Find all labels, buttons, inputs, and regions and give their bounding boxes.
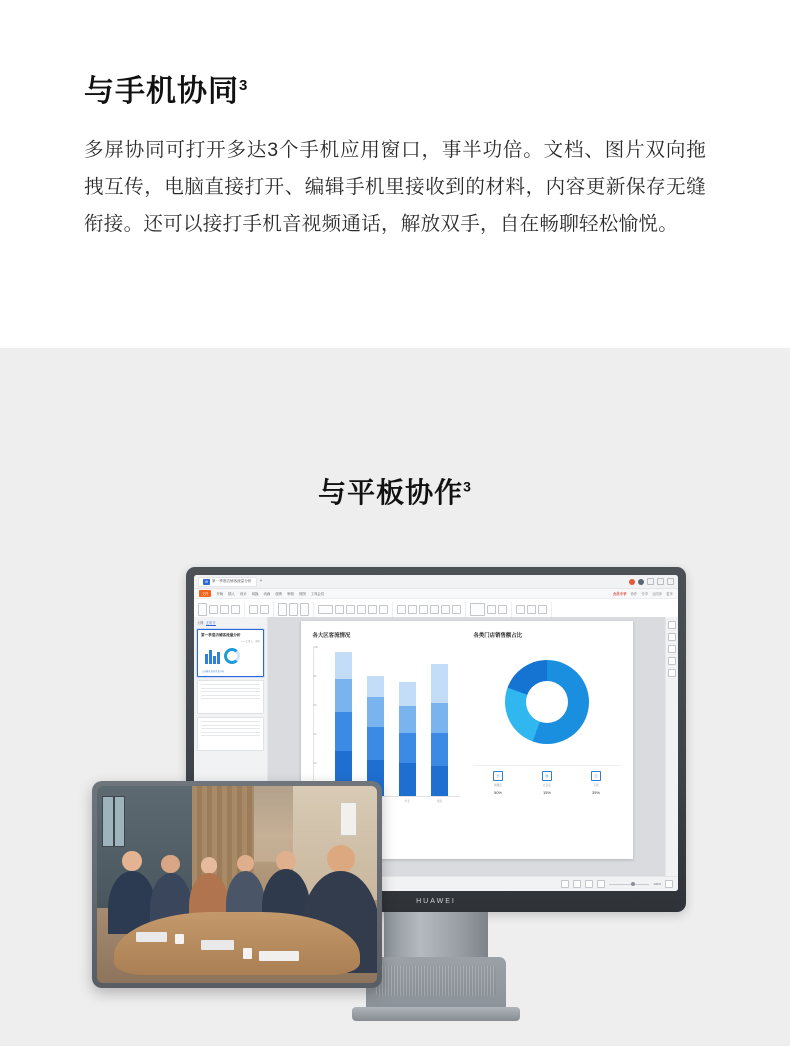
page-body-text: 多屏协同可打开多达3个手机应用窗口，事半功倍。文档、图片双向拖拽互传，电脑直接打开、编辑手机里接收到的材料，内容更新保存无缝衔接。还可以接打手机音视频通话，解放双手，自在畅聊轻松愉悦。 [84, 138, 706, 235]
menu-item-1[interactable]: 开始 [216, 592, 224, 596]
slide-thumbnail-title: 第一季度店铺客流量分析 [201, 633, 241, 637]
menu-item-9[interactable]: 工具会员 [310, 592, 325, 596]
bar-chart [313, 647, 460, 797]
reading-view-icon[interactable] [585, 880, 593, 888]
minimize-icon[interactable] [647, 578, 654, 585]
template-icon[interactable] [668, 669, 676, 677]
donut-ring [505, 660, 589, 744]
placeholder-lines [201, 684, 260, 699]
fit-to-window-icon[interactable] [665, 880, 673, 888]
window-controls [629, 578, 674, 585]
align-right-icon[interactable] [441, 605, 450, 614]
photo-whiteboard [340, 802, 357, 836]
legend-label-0: 旗舰店 [494, 784, 502, 787]
slideshow-icon[interactable] [597, 880, 605, 888]
y-tick-4: 20 [313, 762, 317, 765]
membership-label[interactable]: 会员专享 [612, 592, 627, 596]
photo-person-head-3 [201, 857, 218, 874]
y-tick-2: 60 [313, 704, 317, 707]
photo-person-head-1 [122, 851, 142, 871]
legend-item-2 [591, 771, 601, 795]
design-ideas-icon[interactable] [668, 621, 676, 629]
shape-fill-icon[interactable] [487, 605, 496, 614]
layout-icon[interactable] [289, 603, 298, 616]
shape-gallery[interactable] [470, 603, 485, 616]
menu-right-group [613, 591, 673, 596]
replace-icon[interactable] [527, 605, 536, 614]
bullet-list-icon[interactable] [397, 605, 406, 614]
slide-thumbnail-1[interactable] [197, 629, 264, 677]
tablet [92, 781, 382, 988]
bar-category-2: 华北 [404, 800, 410, 803]
new-tab-icon[interactable]: + [259, 578, 263, 584]
legend-value-2: 35% [591, 790, 600, 795]
monitor-foot [352, 1007, 520, 1021]
phone-collaboration-section [0, 0, 790, 348]
zoom-slider[interactable] [609, 884, 649, 885]
new-slide-icon[interactable] [278, 603, 287, 616]
bar-series-group [328, 648, 456, 796]
ribbon-group-undo [249, 602, 274, 617]
bar-column-2 [399, 682, 416, 796]
font-family-select[interactable] [318, 605, 333, 614]
menu-item-6[interactable]: 放映 [275, 592, 283, 596]
right-toolbar [665, 617, 678, 877]
legend-label-1: 社区店 [543, 784, 551, 787]
store-icon: ▤ [493, 771, 503, 781]
y-tick-3: 40 [313, 733, 317, 736]
bar-column-1 [367, 676, 384, 796]
underline-icon[interactable] [368, 605, 377, 614]
photo-person-head-6 [327, 845, 355, 873]
legend-value-0: 50% [493, 790, 502, 795]
ribbon-group-paragraph [397, 602, 466, 617]
app-titlebar [194, 575, 678, 589]
slide-thumbnail-charts [201, 648, 260, 664]
counter-icon: ▥ [591, 771, 601, 781]
photo-window [102, 796, 125, 847]
menu-item-4[interactable]: 切换 [251, 592, 259, 596]
thumbnail-bar-chart [205, 648, 220, 664]
menu-right-item-2[interactable]: 分享 [641, 592, 649, 596]
undo-icon[interactable] [249, 605, 258, 614]
font-size-select[interactable] [335, 605, 344, 614]
menu-right-item-4[interactable]: 更多 [666, 592, 673, 596]
close-icon[interactable] [667, 578, 674, 585]
align-left-icon[interactable] [419, 605, 428, 614]
avatar-secondary[interactable] [638, 579, 644, 585]
bar-column-0 [335, 652, 352, 796]
pie-chart-block[interactable] [474, 631, 621, 849]
legend-item-1 [542, 771, 552, 795]
shape-outline-icon[interactable] [498, 605, 507, 614]
image-icon[interactable] [668, 645, 676, 653]
photo-person-head-4 [237, 855, 254, 872]
menu-item-5[interactable]: 动画 [263, 592, 271, 596]
page-title [84, 66, 248, 110]
bold-icon[interactable] [346, 605, 355, 614]
monitor-brand: HUAWEI [416, 898, 456, 905]
format-painter-icon[interactable] [231, 605, 240, 614]
speaker-grill [376, 966, 496, 996]
menu-item-7[interactable]: 审阅 [287, 592, 294, 596]
italic-icon[interactable] [357, 605, 366, 614]
ribbon-group-shapes [470, 602, 512, 617]
menu-item-file[interactable]: 文件 [199, 590, 211, 597]
community-store-icon: ▦ [542, 771, 552, 781]
slide-thumbnail-3[interactable] [197, 717, 264, 751]
page-title-text: 与手机协同 [84, 75, 239, 109]
redo-icon[interactable] [260, 605, 269, 614]
pen-icon[interactable] [668, 633, 676, 641]
select-icon[interactable] [538, 605, 547, 614]
menu-item-3[interactable]: 设计 [239, 592, 247, 596]
photo-laptop-1 [136, 932, 167, 942]
tablet-screen[interactable] [97, 786, 377, 983]
photo-laptop-2 [201, 940, 235, 950]
ribbon-group-font [318, 602, 393, 617]
cut-icon[interactable] [209, 605, 218, 614]
numbered-list-icon[interactable] [408, 605, 417, 614]
font-color-icon[interactable] [379, 605, 388, 614]
slide-thumbnail-footer: 点击输入你的正文内容 [202, 671, 224, 673]
normal-view-icon[interactable] [561, 880, 569, 888]
slide-thumbnail-2[interactable] [197, 680, 264, 714]
page-title-superscript: 3 [239, 77, 249, 95]
photo-table [114, 912, 360, 975]
legend-label-2: 专柜 [593, 784, 599, 787]
bar-chart-title: 各大区客流情况 [312, 633, 351, 639]
app-logo-icon: W [205, 579, 209, 584]
tab-outline[interactable]: 大纲 [197, 621, 204, 625]
photo-cup-1 [175, 934, 183, 944]
section-icon[interactable] [300, 603, 309, 616]
ribbon-group-edit [516, 602, 552, 617]
photo-person-head-2 [161, 855, 179, 873]
slide-sorter-icon[interactable] [573, 880, 581, 888]
placeholder-lines [201, 721, 260, 736]
pie-chart-title: 各类门店销售额占比 [473, 633, 523, 639]
donut-chart [474, 647, 621, 757]
photo-person-head-5 [276, 851, 296, 871]
menu-bar [194, 589, 678, 599]
navigator-tabs [197, 620, 264, 626]
menu-item-8[interactable]: 视图 [298, 592, 306, 596]
document-tab[interactable] [198, 577, 257, 587]
ribbon-group-slide [278, 602, 314, 617]
monitor-base [366, 957, 506, 1012]
align-center-icon[interactable] [430, 605, 439, 614]
legend-item-0 [493, 771, 503, 795]
menu-right-item-3[interactable]: 云同步 [652, 592, 663, 596]
paste-icon[interactable] [198, 603, 207, 616]
ribbon-group-paste [198, 602, 245, 617]
bar-category-3: 西南 [436, 800, 442, 803]
bar-column-3 [431, 664, 448, 796]
tab-slides[interactable]: 幻灯片 [206, 621, 216, 625]
photo-document [259, 951, 298, 961]
section-title-superscript: 3 [463, 478, 472, 495]
copy-icon[interactable] [220, 605, 229, 614]
section-title-text: 与平板协作 [318, 477, 464, 509]
photo-cup-2 [243, 948, 253, 960]
find-icon[interactable] [516, 605, 525, 614]
y-tick-1: 80 [313, 675, 317, 678]
pie-legend [474, 765, 621, 795]
chart-icon[interactable] [668, 657, 676, 665]
maximize-icon[interactable] [657, 578, 664, 585]
legend-value-1: 15% [542, 790, 551, 795]
monitor-neck [384, 912, 488, 957]
menu-item-2[interactable]: 插入 [228, 592, 235, 596]
avatar[interactable] [629, 579, 635, 585]
thumbnail-donut-chart [224, 648, 240, 664]
section-title [0, 471, 790, 511]
tablet-collaboration-section [0, 348, 790, 1046]
slide-thumbnail-subtitle: ——汇报人：张明 [240, 640, 260, 643]
zoom-level: 100% [653, 882, 661, 886]
document-tab-label: 第一季度店铺客流量分析 [212, 579, 252, 583]
status-right-group [561, 880, 673, 888]
meeting-photo [97, 786, 377, 983]
y-tick-0: 100 [313, 646, 318, 649]
line-spacing-icon[interactable] [452, 605, 461, 614]
menu-right-item-1[interactable]: 协作 [630, 592, 638, 596]
